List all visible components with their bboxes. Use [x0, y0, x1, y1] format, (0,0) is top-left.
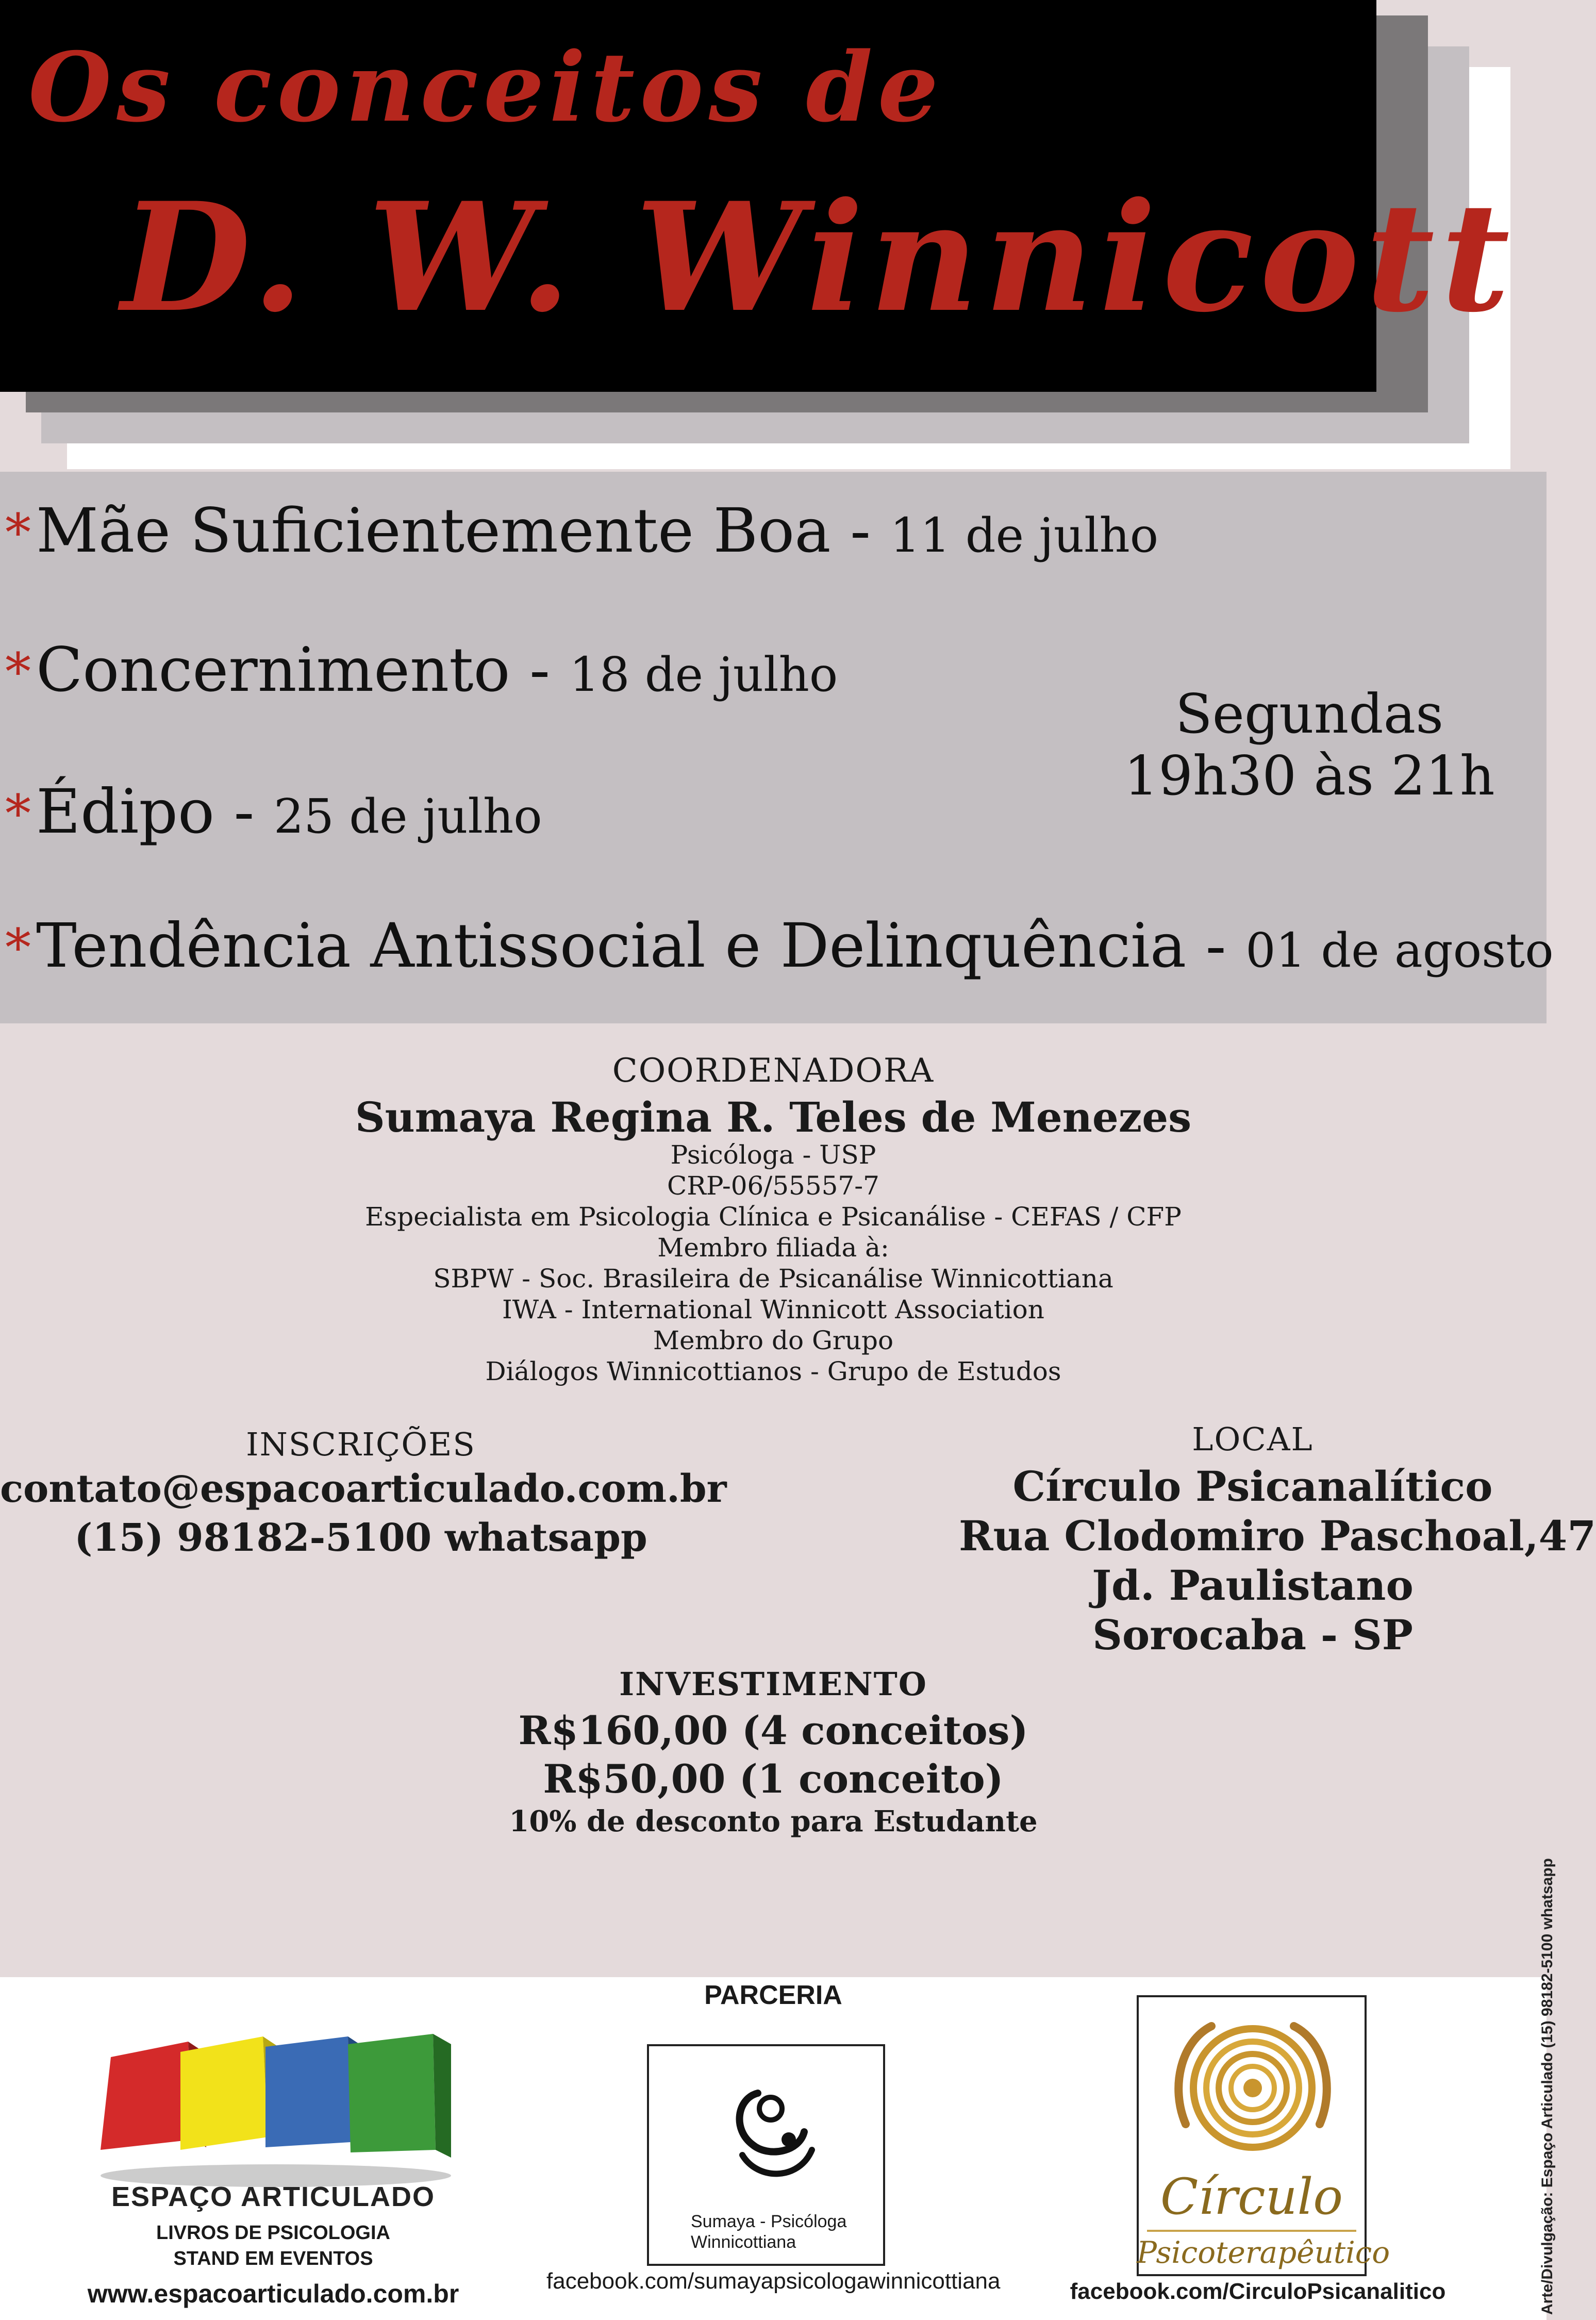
topic-date: 01 de agosto	[1245, 923, 1554, 978]
topic-item	[5, 910, 1554, 981]
topic-name: Mãe Suficientemente Boa	[36, 495, 831, 566]
circulo-logo-name: Círculo	[1160, 2168, 1343, 2226]
topic-date: 18 de julho	[569, 647, 838, 702]
price-label: INVESTIMENTO	[619, 1665, 927, 1703]
espaco-articulado-name: ESPAÇO ARTICULADO	[111, 2181, 435, 2212]
sumaya-logo-text-2: Winnicottiana	[691, 2232, 796, 2252]
topic-date: 11 de julho	[890, 508, 1159, 563]
credential-line: CRP-06/55557-7	[667, 1171, 879, 1201]
schedule-time: 19h30 às 21h	[1124, 744, 1495, 807]
topic-date: 25 de julho	[273, 789, 542, 844]
price-line: R$50,00 (1 conceito)	[543, 1756, 1004, 1802]
registration-phone[interactable]: (15) 98182-5100 whatsapp	[74, 1516, 647, 1560]
topic-name: Édipo	[36, 776, 214, 847]
address-line: Rua Clodomiro Paschoal,47	[959, 1512, 1596, 1560]
asterisk-icon: *	[5, 503, 31, 563]
topic-name: Concernimento	[36, 634, 510, 705]
credential-line: Membro do Grupo	[653, 1325, 894, 1355]
topic-separator: -	[830, 495, 890, 566]
discount-note: 10% de desconto para Estudante	[509, 1804, 1038, 1838]
green-block-icon	[348, 2034, 451, 2158]
topic-item	[5, 634, 838, 705]
spiral-hands-icon	[1165, 2006, 1340, 2160]
schedule	[1108, 683, 1510, 807]
espaco-articulado-tagline-2: STAND EM EVENTOS	[173, 2248, 373, 2269]
price-line: R$160,00 (4 conceitos)	[518, 1708, 1028, 1753]
registration-email[interactable]: contato@espacoarticulado.com.br	[0, 1467, 727, 1511]
title-line-2: D. W. Winnicott	[121, 170, 1517, 345]
schedule-day: Segundas	[1175, 683, 1444, 745]
credential-line: Diálogos Winnicottianos - Grupo de Estudos	[485, 1356, 1061, 1386]
credential-line: Especialista em Psicologia Clínica e Psicanálise - CEFAS / CFP	[365, 1202, 1182, 1232]
espaco-articulado-logo	[90, 2021, 461, 2201]
topic-separator: -	[214, 776, 274, 847]
coordinator-credentials	[0, 1139, 1547, 1387]
sumaya-logo-text-1: Sumaya - Psicóloga	[691, 2212, 847, 2231]
location-address	[959, 1462, 1596, 1660]
topic-separator: -	[1186, 910, 1246, 981]
espaco-articulado-url[interactable]: www.espacoarticulado.com.br	[87, 2279, 459, 2308]
sumaya-facebook-link[interactable]: facebook.com/sumayapsicologawinnicottiana	[546, 2268, 1001, 2294]
registration-label: INSCRIÇÕES	[246, 1426, 476, 1463]
partners-label: PARCERIA	[704, 1980, 842, 2010]
topic-item	[5, 776, 542, 847]
asterisk-icon: *	[5, 784, 31, 844]
credential-line: Membro filiada à:	[657, 1233, 889, 1263]
title-line-1: Os conceitos de	[28, 31, 944, 143]
mother-child-icon	[722, 2083, 825, 2186]
art-credit: Arte/Divulgação: Espaço Articulado (15) 98182-5100 whatsapp	[1539, 1858, 1556, 2315]
circulo-divider	[1147, 2230, 1356, 2232]
address-line: Sorocaba - SP	[1092, 1611, 1413, 1659]
price-list	[0, 1706, 1547, 1803]
address-line: Círculo Psicanalítico	[1012, 1462, 1493, 1511]
circulo-logo-subtitle: Psicoterapêutico	[1137, 2235, 1390, 2270]
topic-name: Tendência Antissocial e Delinquência	[36, 910, 1187, 981]
location-label: LOCAL	[1192, 1420, 1314, 1458]
espaco-articulado-tagline-1: LIVROS DE PSICOLOGIA	[156, 2222, 390, 2244]
asterisk-icon: *	[5, 642, 31, 702]
topic-item	[5, 495, 1158, 566]
topic-separator: -	[510, 634, 570, 705]
circulo-facebook-link[interactable]: facebook.com/CirculoPsicanalitico	[1070, 2279, 1446, 2304]
asterisk-icon: *	[5, 918, 31, 978]
coordinator-name: Sumaya Regina R. Teles de Menezes	[355, 1093, 1192, 1141]
address-line: Jd. Paulistano	[1092, 1561, 1414, 1610]
credential-line: Psicóloga - USP	[670, 1140, 876, 1170]
credential-line: SBPW - Soc. Brasileira de Psicanálise Winnicottiana	[433, 1264, 1113, 1294]
credential-line: IWA - International Winnicott Association	[502, 1295, 1044, 1324]
coordinator-label: COORDENADORA	[612, 1052, 935, 1090]
